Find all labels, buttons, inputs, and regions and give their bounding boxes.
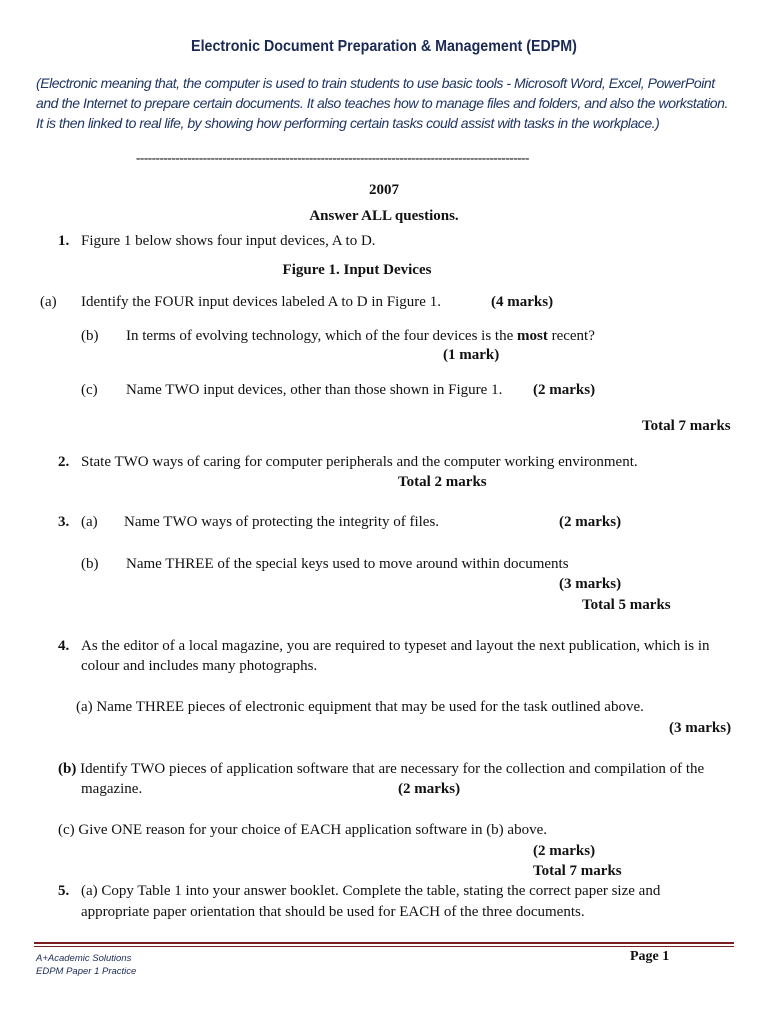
exam-year: 2007 (369, 182, 399, 198)
question-1-number: 1. (58, 233, 70, 249)
question-4-text-line2: colour and includes many photographs. (81, 658, 318, 674)
question-4c-text: (c) Give ONE reason for your choice of EACH application software in (b) above. (58, 822, 547, 838)
question-2-total: Total 2 marks (398, 474, 487, 490)
question-1a-label: (a) (40, 294, 57, 310)
question-4b-label: (b) (58, 761, 77, 777)
question-4-text-line1: As the editor of a local magazine, you are required to typeset and layout the next publication, which is in (81, 638, 710, 654)
footer-publisher: A+Academic Solutions (36, 953, 132, 964)
question-1b-text (126, 328, 595, 345)
question-4b-text: Identify TWO pieces of application software that are necessary for the collection and compilation of the (76, 761, 705, 777)
question-5a-text-line2: appropriate paper orientation that should be used for EACH of the three documents. (81, 904, 585, 920)
document-title: Electronic Document Preparation & Management (EDPM) (191, 38, 577, 55)
question-4c-marks: (2 marks) (533, 843, 596, 859)
question-1c-label: (c) (81, 382, 98, 398)
question-1b-label: (b) (81, 328, 99, 344)
question-4b-marks: (2 marks) (398, 781, 461, 797)
question-1a-marks: (4 marks) (491, 294, 554, 310)
question-4-number: 4. (58, 638, 70, 654)
question-4b-text-line1 (58, 761, 704, 778)
question-3a-label: (a) (81, 514, 98, 530)
question-4a-text: (a) Name THREE pieces of electronic equipment that may be used for the task outlined above. (76, 699, 644, 715)
question-1-total: Total 7 marks (642, 418, 731, 434)
question-1b-marks: (1 mark) (443, 347, 500, 363)
question-1-text: Figure 1 below shows four input devices, A to D. (81, 233, 376, 249)
footer-rule-thin (34, 946, 734, 947)
question-1b-text-end: recent? (547, 328, 595, 344)
question-3b-label: (b) (81, 556, 99, 572)
question-4b-text-line2: magazine. (81, 781, 143, 797)
question-1b-emphasis: most (517, 328, 548, 344)
question-4a-marks: (3 marks) (669, 720, 732, 736)
question-1c-marks: (2 marks) (533, 382, 596, 398)
separator-line: ---------------------------------------------------------------------------------------------------- (136, 150, 529, 165)
question-3-number: 3. (58, 514, 70, 530)
question-3a-marks: (2 marks) (559, 514, 622, 530)
question-3b-text: Name THREE of the special keys used to move around within documents (126, 556, 569, 572)
question-5a-text-line1: (a) Copy Table 1 into your answer booklet. Complete the table, stating the correct paper size and (81, 883, 661, 899)
question-2-number: 2. (58, 454, 70, 470)
question-1a-text: Identify the FOUR input devices labeled A to D in Figure 1. (81, 294, 441, 310)
figure-1-caption: Figure 1. Input Devices (282, 262, 432, 278)
exam-instruction: Answer ALL questions. (309, 208, 459, 224)
question-1c-text: Name TWO input devices, other than those shown in Figure 1. (126, 382, 503, 398)
question-3a-text: Name TWO ways of protecting the integrity of files. (124, 514, 440, 530)
footer-rule-thick (34, 942, 734, 944)
footer-paper-name: EDPM Paper 1 Practice (36, 966, 137, 977)
question-1b-text-start: In terms of evolving technology, which of the four devices is the (126, 328, 518, 344)
question-4-total: Total 7 marks (533, 863, 622, 879)
intro-paragraph: (Electronic meaning that, the computer is used to train students to use basic tools - Microsoft Word, Excel, PowerPoint and the Internet to prepare certain documents. It also teaches how to manage files and folders, and also the workstation. It is then linked to real life, by showing how performing certain tasks could assist with tasks in the workplace.) (36, 75, 728, 131)
page-number: Page 1 (630, 949, 670, 964)
question-2-text: State TWO ways of caring for computer peripherals and the computer working environment. (81, 454, 638, 470)
question-3b-marks: (3 marks) (559, 576, 622, 592)
question-5-number: 5. (58, 883, 70, 899)
question-3-total: Total 5 marks (582, 597, 671, 613)
